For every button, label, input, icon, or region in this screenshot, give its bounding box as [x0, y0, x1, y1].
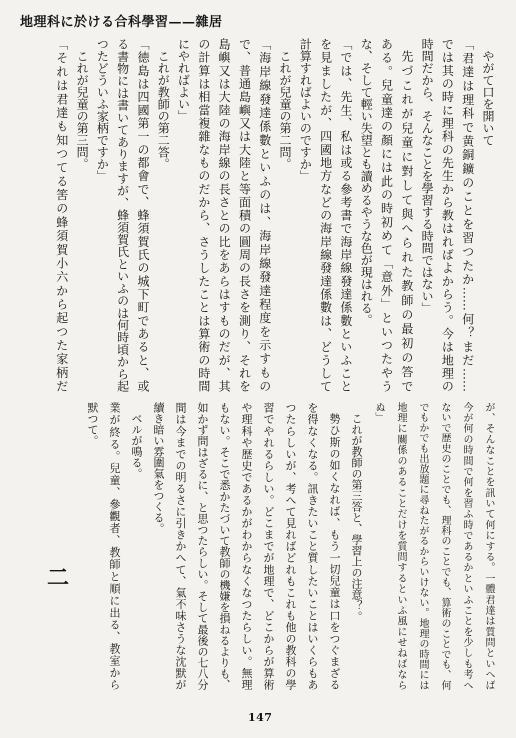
- text-column: 習でやれるらしい。どこまでが地理で、どこからが算術: [262, 402, 275, 690]
- text-column: 「それは君達も知つてる筈の蜂須賀小六から起つた家柄だ: [54, 38, 69, 392]
- text-column: を得なくなる。訊きたいこと質したいことはいくらもあ: [306, 402, 319, 690]
- text-column: ベルが鳴る。: [130, 413, 143, 479]
- text-column: つたどういふ家柄ですか」: [95, 38, 110, 182]
- text-column: これが教師の第三答と、學習上の注意？。: [350, 413, 363, 622]
- text-column: で、普通島嶼又は大陸と等面積の圓周の長さを測り、それを: [237, 38, 252, 392]
- text-column: が、そんなことを訊いて何にする。一體君達は質問といへば: [483, 402, 494, 690]
- text-column: これが教師の第二答。: [156, 50, 171, 170]
- text-column: にやればよい」: [176, 38, 191, 122]
- text-column: でもかでも出放題に尋ねたがるからいけない。地理の時間には: [417, 402, 428, 690]
- text-column: 「君達は理科で黄銅鑛のことを習つたか……何？まだ……: [460, 38, 475, 392]
- text-column: これが兒童の第三問。: [75, 50, 90, 170]
- section-number: 二: [47, 565, 70, 591]
- page-number: 147: [248, 711, 273, 724]
- text-column: ある。兒童達の顏には此の時初めて「意外」といつたやう: [379, 38, 394, 392]
- text-column: 默つて。: [86, 402, 99, 446]
- text-column: 「徳島は四國第一の都會で、蜂須賀氏の城下町であると、或: [135, 38, 150, 392]
- text-column: 「海岸線發達係數といふのは、海岸線發達程度を示すもの: [257, 38, 272, 392]
- text-column: を見ましたが、四國地方などの海岸線發達係數は、どうして: [318, 38, 333, 392]
- text-column: る書物には書いてありますが、蜂須賀氏といふのは何時頃から起: [115, 38, 130, 392]
- text-column: これが兒童の第二問。: [278, 50, 293, 170]
- upper-text-block: [51, 38, 498, 392]
- text-column: 間は今までの明るさに引きかへて、氣不味さうな沈默が: [174, 402, 187, 690]
- text-column: 島嶼又は大陸の海岸線の長さとの比をあらはすものだが、其: [217, 38, 232, 392]
- text-column: や理科や歴史であるかがわからなくなつたらしい。無理: [240, 402, 253, 690]
- text-column: 「では、先生、私は或る參考書で海岸線發達係數といふこと: [338, 38, 353, 392]
- text-column: 時間だから、そんなことを學習する時間ではない」: [420, 38, 435, 314]
- text-column: の計算は相當複雜なものだから、さうしたことは算術の時間: [196, 38, 211, 392]
- text-column: 如かず問はざるに、と思つたらしい。そして最後の七八分: [196, 402, 209, 690]
- running-title: 地理科に於ける合科學習——雜居: [20, 15, 223, 30]
- text-column: 先づこれが兒童に對して與へられた教師の最初の答で: [399, 50, 414, 392]
- text-column: つたらしいが、考へて見ればどれもこれも他の教科の學: [284, 402, 297, 690]
- text-column: 勢ひ斯の如くなれば、もう一切兒童は口をつぐまざる: [328, 413, 341, 690]
- text-column: 今が何の時間で何を習ふ時であるかといふことを少しも考へ: [461, 402, 472, 690]
- text-column: 業が終る。兒童、參觀者、教師と順に出る、教室から: [108, 402, 121, 690]
- text-column: 續き暗い雰圍氣をつくる。: [152, 402, 165, 534]
- text-column: やがて口を開いて: [481, 50, 495, 146]
- text-column: ぬ」: [373, 402, 384, 422]
- text-column: 地理に關係のあることだけを質問するといふ風にせねばなら: [395, 402, 406, 690]
- text-column: 計算すればよいのですか」: [298, 38, 313, 182]
- text-column: もない。そこで悉かたづいて教師の機嫌を損ねるよりも、: [218, 402, 231, 690]
- text-column: な、そして輕い失望とも讀めるやうな色が現はれる。: [359, 38, 374, 326]
- lower-text-block: [81, 402, 499, 690]
- text-column: では其の時に理科の先生から教はればよからう。今は地理の: [440, 38, 455, 392]
- text-column: ないで歴史のことでも、理科のことでも、算術のことでも、何: [439, 402, 450, 690]
